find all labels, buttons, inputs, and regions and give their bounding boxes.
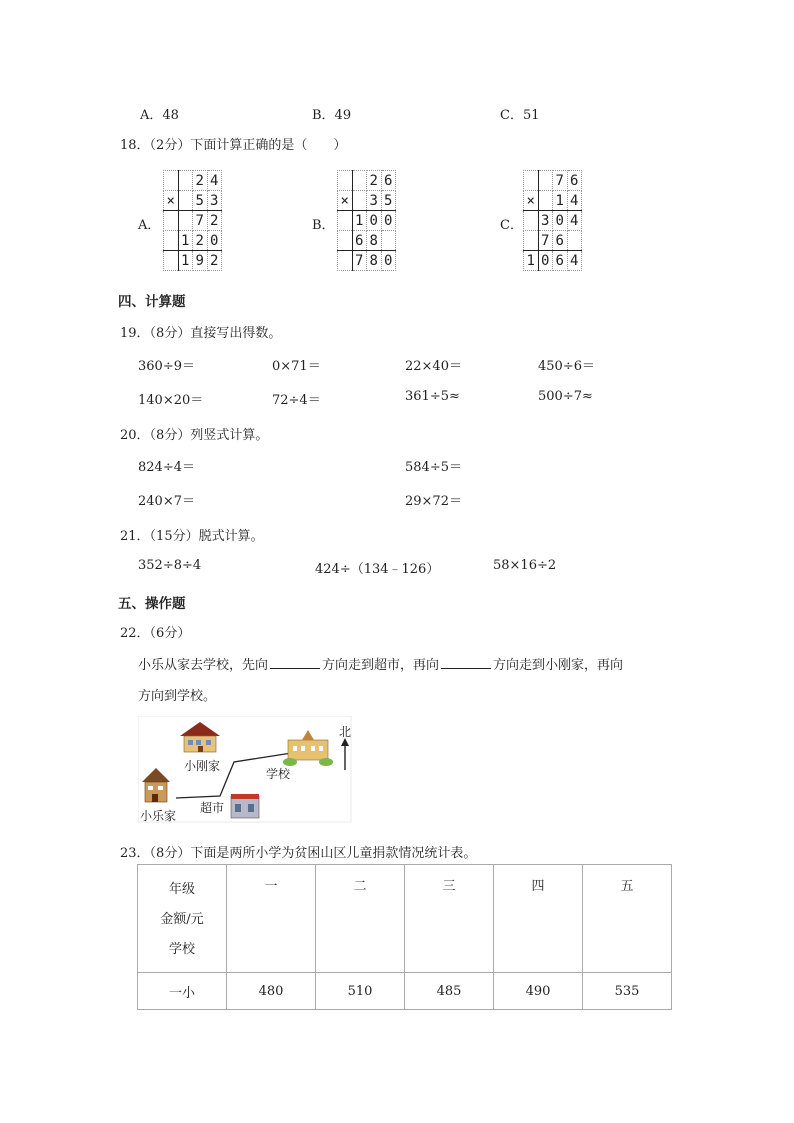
answer-blank[interactable] bbox=[270, 656, 320, 669]
question-20-stem: 20．（8分）列竖式计算。 bbox=[120, 428, 269, 443]
calc-digit bbox=[164, 211, 179, 231]
calc-digit bbox=[524, 211, 539, 231]
calc-digit: × bbox=[164, 191, 179, 211]
calc-row bbox=[164, 191, 222, 211]
calc-digit: 0 bbox=[207, 231, 222, 251]
q22-text-part: 方向走到小刚家，再向 bbox=[493, 658, 624, 673]
calc-row bbox=[164, 251, 222, 271]
calc-digit bbox=[567, 231, 582, 251]
grade-header: 五 bbox=[583, 865, 672, 973]
table-corner-header bbox=[138, 865, 227, 973]
q19-item: 0×71＝ bbox=[272, 359, 321, 374]
question-21-stem: 21．（15分）脱式计算。 bbox=[120, 529, 264, 544]
calc-digit: 2 bbox=[193, 171, 208, 191]
question-22-stem: 22．（6分） bbox=[120, 626, 191, 641]
calc-digit bbox=[524, 171, 539, 191]
calc-row bbox=[338, 231, 396, 251]
section-4-heading: 四、计算题 bbox=[118, 294, 186, 310]
calc-digit: 6 bbox=[553, 231, 568, 251]
calc-digit: 3 bbox=[207, 191, 222, 211]
q19-item: 450÷6＝ bbox=[538, 359, 595, 374]
calc-digit bbox=[338, 251, 353, 271]
table-cell: 490 bbox=[494, 973, 583, 1010]
calc-digit: 1 bbox=[352, 211, 367, 231]
calc-digit: 2 bbox=[207, 211, 222, 231]
calc-row bbox=[164, 211, 222, 231]
calc-digit: 7 bbox=[538, 231, 553, 251]
q20-item: 824÷4＝ bbox=[138, 460, 195, 475]
calc-digit bbox=[538, 191, 553, 211]
section-5-heading: 五、操作题 bbox=[118, 596, 186, 612]
q20-item: 584÷5＝ bbox=[405, 460, 462, 475]
calc-row bbox=[338, 171, 396, 191]
calc-digit bbox=[538, 171, 553, 191]
q21-item: 424÷（134﹣126） bbox=[315, 562, 440, 577]
calc-digit: 2 bbox=[207, 251, 222, 271]
calc-digit: 7 bbox=[352, 251, 367, 271]
table-cell: 510 bbox=[316, 973, 405, 1010]
calc-row bbox=[338, 191, 396, 211]
vertical-calc-a bbox=[163, 170, 222, 271]
calc-digit: × bbox=[524, 191, 539, 211]
calc-row bbox=[524, 171, 582, 191]
calc-digit bbox=[338, 171, 353, 191]
calc-digit bbox=[178, 211, 193, 231]
option-b: B．49 bbox=[312, 108, 352, 123]
calc-row bbox=[524, 191, 582, 211]
calc-digit bbox=[352, 191, 367, 211]
calc-digit bbox=[178, 171, 193, 191]
q19-item: 72÷4＝ bbox=[272, 393, 321, 408]
calc-digit: 5 bbox=[193, 191, 208, 211]
calc-digit: 0 bbox=[553, 211, 568, 231]
q20-item: 29×72＝ bbox=[405, 494, 462, 509]
q20-item: 240×7＝ bbox=[138, 494, 195, 509]
table-cell: 535 bbox=[583, 973, 672, 1010]
calc-digit: 3 bbox=[367, 191, 382, 211]
route-map bbox=[138, 716, 353, 824]
calc-digit: 8 bbox=[367, 231, 382, 251]
q22-text-line2: 方向到学校。 bbox=[138, 689, 217, 704]
calc-digit: 1 bbox=[524, 251, 539, 271]
calc-digit bbox=[178, 191, 193, 211]
grade-header: 二 bbox=[316, 865, 405, 973]
q19-item: 360÷9＝ bbox=[138, 359, 195, 374]
calc-digit: 0 bbox=[381, 251, 396, 271]
calc-digit bbox=[352, 171, 367, 191]
calc-row bbox=[164, 171, 222, 191]
corner-label: 年级 bbox=[168, 882, 195, 897]
calc-digit: 2 bbox=[367, 171, 382, 191]
calc-row bbox=[338, 211, 396, 231]
calc-digit bbox=[164, 171, 179, 191]
calc-digit: 1 bbox=[178, 231, 193, 251]
map-label-north: 北 bbox=[339, 725, 352, 739]
calc-digit: 6 bbox=[553, 251, 568, 271]
calc-row bbox=[338, 251, 396, 271]
calc-digit: 8 bbox=[367, 251, 382, 271]
question-23-stem: 23．（8分）下面是两所小学为贫困山区儿童捐款情况统计表。 bbox=[120, 846, 477, 861]
q19-item: 500÷7≈ bbox=[538, 389, 593, 404]
corner-label: 金额/元 bbox=[160, 912, 204, 927]
q19-item: 140×20＝ bbox=[138, 393, 204, 408]
question-19-stem: 19．（8分）直接写出得数。 bbox=[120, 326, 282, 341]
question-18-stem: 18．（2分）下面计算正确的是（ ） bbox=[120, 138, 347, 153]
school-name: 一小 bbox=[138, 973, 227, 1010]
vertical-calc-b bbox=[337, 170, 396, 271]
calc-digit: 0 bbox=[367, 211, 382, 231]
calc-digit: 6 bbox=[381, 171, 396, 191]
map-label-xiaogang: 小刚家 bbox=[184, 759, 221, 773]
table-cell: 485 bbox=[405, 973, 494, 1010]
calc-digit: × bbox=[338, 191, 353, 211]
q22-text-part: 方向走到超市，再向 bbox=[322, 658, 440, 673]
calc-digit: 4 bbox=[567, 191, 582, 211]
calc-digit bbox=[338, 211, 353, 231]
calc-digit: 4 bbox=[567, 251, 582, 271]
supermarket-icon bbox=[231, 794, 259, 818]
calc-digit: 7 bbox=[553, 171, 568, 191]
calc-digit: 0 bbox=[538, 251, 553, 271]
option-c: C．51 bbox=[500, 108, 540, 123]
calc-digit bbox=[338, 231, 353, 251]
map-label-xuexiao: 学校 bbox=[266, 767, 291, 781]
calc-row bbox=[524, 251, 582, 271]
calc-digit bbox=[164, 231, 179, 251]
q19-item: 22×40＝ bbox=[405, 359, 462, 374]
q18-label-b: B． bbox=[312, 218, 335, 233]
calc-digit: 5 bbox=[381, 191, 396, 211]
calc-digit: 9 bbox=[193, 251, 208, 271]
calc-row bbox=[164, 231, 222, 251]
q18-label-a: A． bbox=[138, 218, 161, 233]
calc-digit: 4 bbox=[567, 211, 582, 231]
q18-label-c: C． bbox=[500, 218, 523, 233]
calc-digit: 6 bbox=[352, 231, 367, 251]
calc-digit: 6 bbox=[567, 171, 582, 191]
calc-row bbox=[524, 231, 582, 251]
calc-digit: 4 bbox=[207, 171, 222, 191]
vertical-calc-c bbox=[523, 170, 582, 271]
grade-header: 一 bbox=[227, 865, 316, 973]
table-cell: 480 bbox=[227, 973, 316, 1010]
q21-item: 58×16÷2 bbox=[493, 558, 557, 573]
q21-item: 352÷8÷4 bbox=[138, 558, 202, 573]
calc-digit: 1 bbox=[553, 191, 568, 211]
calc-digit: 7 bbox=[193, 211, 208, 231]
map-label-chaoshi: 超市 bbox=[200, 801, 225, 815]
map-label-xiaole: 小乐家 bbox=[140, 809, 177, 823]
calc-digit: 1 bbox=[178, 251, 193, 271]
calc-digit: 0 bbox=[381, 211, 396, 231]
calc-digit bbox=[381, 231, 396, 251]
calc-digit: 3 bbox=[538, 211, 553, 231]
calc-row bbox=[524, 211, 582, 231]
donation-table bbox=[137, 864, 672, 1010]
calc-digit: 2 bbox=[193, 231, 208, 251]
table-row bbox=[138, 973, 672, 1010]
corner-label: 学校 bbox=[168, 942, 195, 957]
calc-digit bbox=[524, 231, 539, 251]
q19-item: 361÷5≈ bbox=[405, 389, 460, 404]
answer-blank[interactable] bbox=[441, 656, 491, 669]
calc-digit bbox=[164, 251, 179, 271]
grade-header: 四 bbox=[494, 865, 583, 973]
option-a: A．48 bbox=[140, 108, 179, 123]
grade-header: 三 bbox=[405, 865, 494, 973]
q22-text-part: 小乐从家去学校，先向 bbox=[138, 658, 269, 673]
q22-text-line1 bbox=[138, 654, 623, 673]
